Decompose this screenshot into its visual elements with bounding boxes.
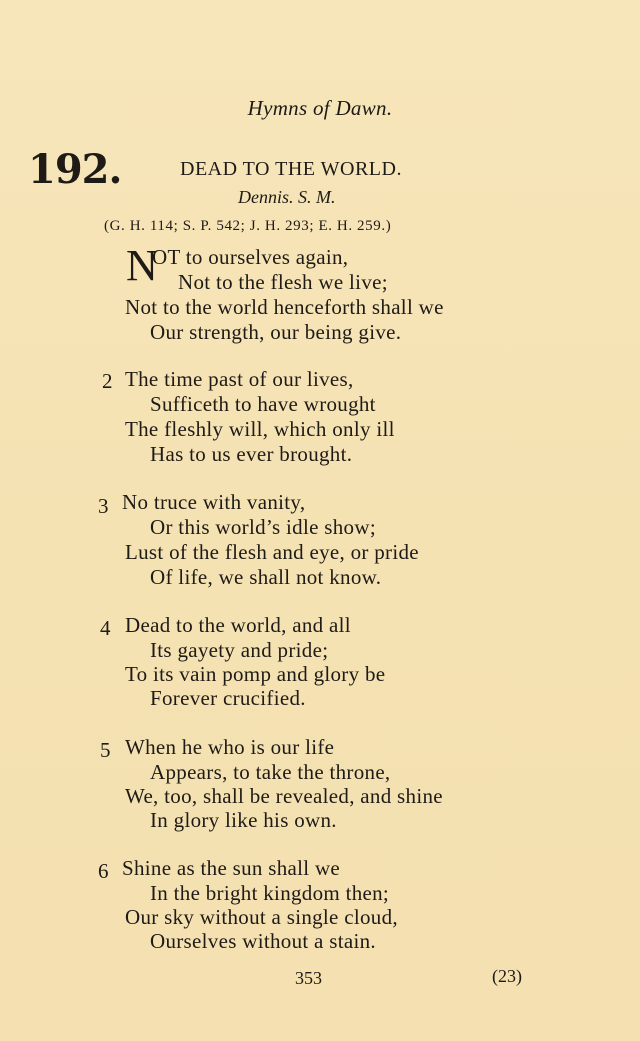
page-number: 353 xyxy=(295,968,322,988)
verse-line: OT to ourselves again, xyxy=(152,245,349,269)
verse-line: Not to the world henceforth shall we xyxy=(125,295,444,319)
tune-name: Dennis. S. M. xyxy=(238,187,336,207)
verse-line: When he who is our life xyxy=(125,735,335,759)
verse-number: 6 xyxy=(98,859,109,883)
hymn-title: DEAD TO THE WORLD. xyxy=(180,158,402,180)
verse-number: 3 xyxy=(98,494,109,518)
verse-line: Our strength, our being give. xyxy=(150,320,402,344)
verse-line: To its vain pomp and glory be xyxy=(125,662,386,686)
verse-line: Not to the flesh we live; xyxy=(178,270,388,294)
verse-line: Lust of the flesh and eye, or pride xyxy=(125,540,419,564)
verse-line: Forever crucified. xyxy=(150,686,306,710)
verse-line: In glory like his own. xyxy=(150,808,337,832)
verse-line: Sufficeth to have wrought xyxy=(150,392,376,416)
hymn-number: 192. xyxy=(28,146,122,193)
verse-line: In the bright kingdom then; xyxy=(150,881,390,905)
verse-line: Its gayety and pride; xyxy=(150,638,329,662)
hymnal-references: (G. H. 114; S. P. 542; J. H. 293; E. H. 259.) xyxy=(104,218,392,234)
running-head: Hymns of Dawn. xyxy=(247,96,393,120)
verse-line: Appears, to take the throne, xyxy=(150,760,391,784)
verse-line: Our sky without a single cloud, xyxy=(125,905,398,929)
verse-number: 5 xyxy=(100,738,111,762)
verse-line: The fleshly will, which only ill xyxy=(125,417,395,441)
verse-line: The time past of our lives, xyxy=(125,367,354,391)
signature-mark: (23) xyxy=(492,966,522,986)
verse-number: 2 xyxy=(102,369,113,393)
verse-line: Of life, we shall not know. xyxy=(150,565,382,589)
verse-line: We, too, shall be revealed, and shine xyxy=(125,784,443,808)
verse-line: Has to us ever brought. xyxy=(150,442,353,466)
verse-line: No truce with vanity, xyxy=(122,490,306,514)
verse-line: Dead to the world, and all xyxy=(125,613,351,637)
verse-line: Shine as the sun shall we xyxy=(122,856,341,880)
verse-line: Or this world’s idle show; xyxy=(150,515,376,539)
verse-number: 4 xyxy=(100,616,111,640)
verse-line: Ourselves without a stain. xyxy=(150,929,376,953)
drop-cap: N xyxy=(126,241,158,290)
